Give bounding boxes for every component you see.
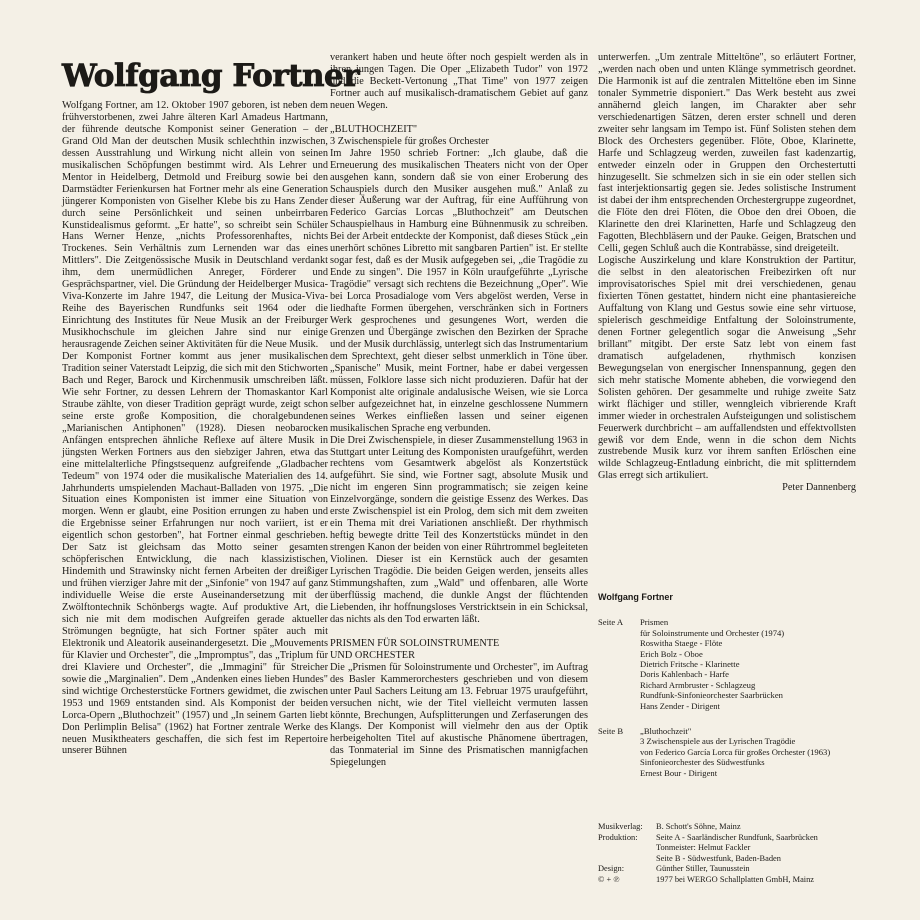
- paragraph-prismen-2: unterwerfen. „Um zentrale Mitteltöne", so erläutert Fortner, „werden nach oben und unten Klänge symmetrisch geordnet. Die Harmonik ist auf die zentralen Mitteltöne eben im Sinne tonaler Symmetrie disponiert." Das Werk besteht aus zwei annähernd gleich langen, im Charakter aber sehr verschiedenartigen Sätzen, deren erster schnell und deren zweiter sehr langsam im Tempo ist. Fünf Solisten stehen dem Block des Orchesters gegenüber. Flöte, Oboe, Klarinette, Harfe und Schlagzeug werden, zuweilen fast kadenzartig, entweder einzeln oder in Gruppen den Orchestertutti hinzugesellt. Sie schmelzen sich in sie ein oder stellen sich fast interjektionsartig gegen sie. Jedes solistische Instrument ist dabei der ihm entsprechenden Orchestergruppe zugeordnet, die Flöte den drei Flöten, die Oboe den drei Oboen, die Klarinette den drei Klarinetten, Harfe und Schlagzeug den Fagotten, Blechbläsern und der Pauke. Geigen, Bratschen und Celli, gegen Schluß auch die Kontrabässe, sind dreigeteilt.: [598, 52, 856, 255]
- credit-row: [598, 854, 898, 865]
- tracklist-heading: Wolfgang Fortner: [598, 592, 673, 602]
- paragraph-intro: Wolfgang Fortner, am 12. Oktober 1907 geboren, ist neben dem frühverstorbenen, zwei Jahre älteren Karl Amadeus Hartmann, der führende deutsche Komponist seiner Generation – der Grand Old Man der deutschen Musik schlechthin inzwischen, dessen Ausstrahlung und Wirkung nicht allein von seinen musikalischen Schöpfungen bestimmt wird. Als Lehrer und Mentor in Heidelberg, Detmold und Freiburg sowie bei den Darmstädter Ferienkursen hat Fortner mehr als eine Generation jüngerer Komponisten von Giselher Klebe bis zu Hans Zender durch seine Persönlichkeit und seinen unbeirrbaren Kunstidealismus geformt. „Er hatte", so schreibt sein Schüler Hans Werner Henze, „nichts Professorenhaftes, nichts Trockenes. Sein Verhältnis zum Lernenden war das eines Mittlers". Die Zeitgenössische Musik in Deutschland verdankt ihm, dem unermüdlichen Anreger, Förderer und Gesprächspartner, viel. Die Gründung der Heidelberger Musica-Viva-Konzerte im Jahre 1947, die Leitung der Musica-Viva-Reihe des Bayerischen Rundfunks seit 1964 oder die Einrichtung des Institutes für Neue Musik an der Freiburger Musikhochschule im gleichen Jahre sind nur einige herausragende Zeichen seiner Aktivitäten für die Neue Musik.: [62, 100, 328, 351]
- credit-label: Produktion:: [598, 832, 638, 842]
- credit-label: [598, 854, 656, 865]
- credit-row: [598, 864, 898, 875]
- section-heading-prismen: PRISMEN FÜR SOLOINSTRUMENTE: [330, 637, 500, 649]
- tracklist-line: Rundfunk-Sinfonieorchester Saarbrücken: [640, 690, 783, 701]
- tracklist-line: „Bluthochzeit": [640, 726, 692, 737]
- side-b-label: Seite B: [598, 726, 624, 737]
- tracklist-line: Prismen: [640, 617, 669, 628]
- text-column-1: [62, 100, 328, 757]
- credit-label: [598, 843, 656, 854]
- tracklist-line: Doris Kahlenbach - Harfe: [640, 669, 730, 680]
- credit-value: Seite A - Saarländischer Rundfunk, Saarbrücken: [656, 832, 818, 842]
- tracklist-line: Dietrich Fritsche - Klarinette: [640, 659, 740, 670]
- side-b-details: [640, 726, 830, 778]
- credit-label: Design:: [598, 864, 625, 874]
- tracklist-line: für Soloinstrumente und Orchester (1974): [640, 627, 785, 638]
- credit-row: [598, 822, 898, 833]
- side-b: [598, 726, 856, 778]
- credit-value: Günther Stiller, Taunusstein: [656, 864, 750, 874]
- paragraph-composer: Der Komponist Fortner kommt aus jener musikalischen Tradition seiner Vaterstadt Leipzig, die sich mit den Stichworten Bach und Reger, Barock und Kirchenmusik umschreiben läßt. Wie sehr Fortner, zu dessen Lehrern der Thomaskantor Karl Straube zählte, von dieser Tradition geprägt wurde, zeigt schon seine erste große Komposition, die choralgebundenen „Marianischen Antiphonen" (1928). Diesen neobarocken Anfängen entsprechen ähnliche Reflexe auf ältere Musik in jüngsten Werken Fortners aus den siebziger Jahren, etwa das eine mittelalterliche Pfingstsequenz aufgreifende „Gladbacher Tedeum" von 1974 oder die musikalische Materialien des 14. Jahrhunderts umspielenden Machaut-Balladen von 1975. „Die Situation eines Komponisten ist immer eine Situation von morgen. Wenn er glaubt, eine Position errungen zu haben und die Ergebnisse seiner Erfahrungen nur noch variiert, ist er eigentlich schon gestorben", hat Fortner einmal geschrieben. Der Satz ist gleichsam das Motto seiner gesamten schöpferischen Entwicklung, die nach klassizistischen, Hindemith und Strawinsky nicht fernen Arbeiten der dreißiger und frühen vierziger Jahre mit der „Sinfonie" von 1947 auf ganz individuelle Weise die erste Auseinandersetzung mit der Zwölftontechnik Schönbergs wagte. Auf produktive Art, die sich nie mit dem modischen Aufgreifen gerade aktueller Strömungen begnügte, hat sich Fortner später auch mit Elektronik und Aleatorik auseinandergesetzt. Die „Mouvements für Klavier und Orchester", die „Impromptus", das „Triplum für drei Klaviere und Orchester", die „Immagini" für Streicher sowie die „Marginalien". Dem „Andenken eines lieben Hundes" sind wichtige Orchesterstücke Fortners gewidmet, die zwischen 1953 und 1969 entstanden sind. Als Komponist der beiden Lorca-Opern „Bluthochzeit" (1957) und „In seinem Garten liebt Don Perlimplin Belisa" (1962) hat Fortner zentrale Werke des neuen Musiktheaters geschaffen, die sich fest im Repertoire unserer Bühnen: [62, 351, 328, 757]
- tracklist-line: Ernest Bour - Dirigent: [640, 767, 718, 778]
- tracklist-line: Roswitha Staege - Flöte: [640, 638, 723, 649]
- tracklist-line: 3 Zwischenspiele aus der Lyrischen Tragödie: [640, 736, 796, 747]
- side-a-label: Seite A: [598, 617, 624, 628]
- production-credits: [598, 822, 898, 886]
- paragraph-prismen-3: Logische Auszirkelung und klare Konstruktion der Partitur, die selbst in den aleatorischen Freibezirken oft nur improvisatorisches Spiel mit drei verschiedenen, genau fixierten Tönen gestattet, hindern nicht eine phantasiereiche Auffaltung von Klang und Gestus sowie eine sehr virtuose, spielerisch geschmeidige Entfaltung der Soloinstrumente, denen Fortner gelegentlich sogar die Anweisung „Sehr brillant" mitgibt. Der erste Satz lebt von einem fast dramatisch aufgeladenen, rhythmisch konzisen Bewegungselan von energischer Innenspannung, gegen den sich mehr statische Momente abheben, die vorwiegend den Solisten gehören. Der gesammelte und ruhige zweite Satz wirkt flächiger und stiller, wenngleich vibrierende Kraft immer wieder in orchestralen Aufsteigungen und solistischem Feuerwerk durchbricht – am auffallendsten und effektvollsten gewiß vor dem Ende, wenn in die schon dem Nichts zustrebende Musik kurz vor ihrem sanften Erlöschen eine wilde Schlagzeug-Entladung einbricht, die mit splitterndem Glas erregt sich artikuliert.: [598, 255, 856, 482]
- page-title: Wolfgang Fortner: [62, 58, 360, 94]
- tracklist-line: von Federico García Lorca für großes Orchester (1963): [640, 746, 831, 757]
- tracklist: [598, 592, 856, 793]
- credit-label: Musikverlag:: [598, 822, 643, 831]
- tracklist-line: Sinfonieorchester des Südwestfunks: [640, 757, 765, 768]
- credit-label: © + ℗: [598, 874, 620, 884]
- credit-row: [598, 833, 898, 844]
- side-a: [598, 617, 856, 711]
- paragraph-bluthochzeit-1: Im Jahre 1950 schrieb Fortner: „Ich glaube, daß die Erneuerung des musikalischen Theaters nicht von der Oper ausgehen kann, sondern daß sie von einer Eroberung des Schauspiels durch den Musiker ausgehen muß." Anlaß zu dieser Äußerung war der Auftrag, für eine Aufführung von Federico Garcías Lorcas „Bluthochzeit" am Deutschen Schauspielhaus in Hamburg eine Bühnenmusik zu schreiben. Bei der Arbeit entdeckte der Komponist, daß dieses Stück „ein unerhört schönes Libretto mit sangbaren Partien" ist. Er stellte sogar fest, daß es der Musik aufgegeben sei, „die Tragödie zu Ende zu singen". Die 1957 in Köln uraufgeführte „Lyrische Tragödie" versagt sich rechtens die Bezeichnung „Oper". Wie bei Lorca Prosadialoge vom Vers abgelöst werden, Verse in liedhafte Formen übergehen, verschränken sich in Fortners Werk gesprochenes und gesungenes Wort, werden die Grenzen und Übergänge zwischen den Bezirken der Sprache und der Musik durchlässig, unterlegt sich das Instrumentarium dem Sprechtext, geht dieser selbst unmerklich in Töne über. „Spanische" Musik, meint Fortner, habe er dabei vergessen müssen, Folklore lasse sich nicht produzieren. Dafür hat der Komponist alte originale andalusische Weisen, wie sie Lorca selber aufgezeichnet hat, in einzelne geschlossene Nummern seines Werkes einfließen lassen und seiner eigenen musikalischen Sprache eng verbunden.: [330, 147, 588, 434]
- credit-value: B. Schott's Söhne, Mainz: [656, 822, 741, 831]
- credit-row: [598, 875, 898, 886]
- paragraph-bluthochzeit-2: Die Drei Zwischenspiele, in dieser Zusammenstellung 1963 in Stuttgart unter Leitung des Komponisten uraufgeführt, werden rechtens vom Gesamtwerk abgelöst als Konzertstück aufgeführt. Sie sind, wie Fortner sagt, absolute Musik und nicht im engeren Sinn programmatisch; sie zeigen keine Einzelvorgänge, sondern die geistige Essenz des Werkes. Das erste Zwischenspiel ist ein Prolog, dem sich mit dem zweiten ein Thema mit drei Variationen anschließt. Der rhythmisch heftig bewegte dritte Teil des Konzertstücks mündet in den strengen Kanon der beiden von einer Rührtrommel begleiteten Violinen. Dieser ist ein Kernstück auch der gesamten Lyrischen Tragödie. Die beiden Geigen werden, jenseits alles Stimmungshaften, zum „Wald" und offenbaren, alle Worte überflüssig machend, die dunkle Angst der flüchtenden Liebenden, ihr hoffnungsloses Verstricktsein in ein Schicksal, das nichts als den Tod erwarten läßt.: [330, 434, 588, 625]
- tracklist-line: Richard Armbruster - Schlagzeug: [640, 679, 756, 690]
- tracklist-line: Hans Zender - Dirigent: [640, 700, 720, 711]
- tracklist-line: Erich Bolz - Oboe: [640, 648, 703, 659]
- credit-value: Seite B - Südwestfunk, Baden-Baden: [656, 853, 781, 863]
- author-signature: Peter Dannenberg: [782, 482, 856, 494]
- paragraph-prismen-1: Die „Prismen für Soloinstrumente und Orchester", im Auftrag des Basler Kammerorchesters geschrieben und von diesem unter Paul Sachers Leitung am 13. Februar 1975 uraufgeführt, versuchen nicht, wie der Titel vielleicht vermuten lassen könnte, Brechungen, Aufsplitterungen und Zerfaserungen des Klangs. Der Komponist will vielmehr den aus der Optik herbeigeholten Titel auf akustische Phänomene übertragen, das Tonmaterial im Sinne des Prismatischen mannigfachen Spiegelungen: [330, 661, 588, 769]
- paragraph-continuation: verankert haben und heute öfter noch gespielt werden als in ihren jungen Tagen. Die Oper „Elizabeth Tudor" von 1972 und die Beckett-Vertonung „That Time" von 1977 zeigen Fortner auch auf musikalisch-dramatischem Gebiet auf ganz neuen Wegen.: [330, 52, 588, 111]
- side-a-details: [640, 617, 784, 711]
- text-column-3: [598, 52, 856, 494]
- section-heading-bluthochzeit: „BLUTHOCHZEIT": [330, 123, 418, 135]
- credit-row: [598, 843, 898, 854]
- credit-value: 1977 bei WERGO Schallplatten GmbH, Mainz: [656, 874, 815, 884]
- text-column-2: [330, 52, 588, 769]
- section-heading-prismen-2: UND ORCHESTER: [330, 649, 415, 661]
- section-subheading-bluthochzeit: 3 Zwischenspiele für großes Orchester: [330, 135, 489, 147]
- credit-value: Tonmeister: Helmut Fackler: [656, 843, 751, 853]
